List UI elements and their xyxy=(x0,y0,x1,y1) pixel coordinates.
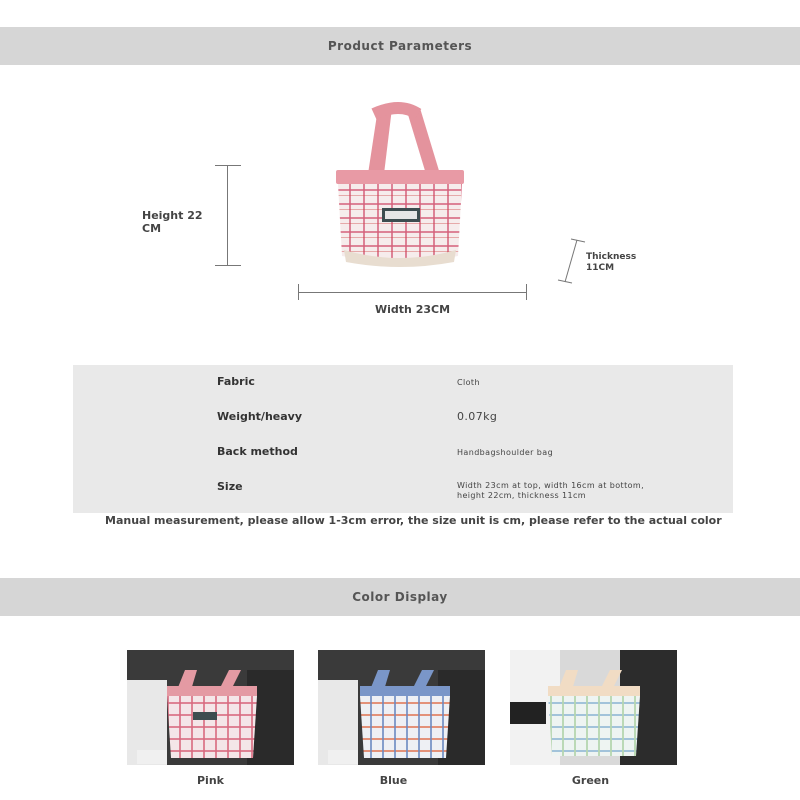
color-label-pink: Pink xyxy=(197,774,224,787)
section-title: Color Display xyxy=(352,590,448,604)
parameter-table xyxy=(73,365,733,513)
param-key: Fabric xyxy=(217,375,255,388)
main-bag-image xyxy=(330,100,470,270)
height-dimension-cap-top xyxy=(215,165,241,166)
width-dimension-line xyxy=(298,292,527,293)
color-photo-green[interactable] xyxy=(510,650,677,765)
width-dimension-cap-left xyxy=(298,284,299,300)
section-title: Product Parameters xyxy=(327,39,473,53)
width-label: Width 23CM xyxy=(375,303,451,316)
color-photo-blue[interactable] xyxy=(318,650,485,765)
param-value: Cloth xyxy=(457,378,480,387)
param-key: Back method xyxy=(217,445,298,458)
param-value: Handbagshoulder bag xyxy=(457,448,554,457)
product-parameters-banner xyxy=(0,27,800,65)
color-label-blue: Blue xyxy=(379,774,408,787)
height-label: Height 22 CM xyxy=(142,209,203,235)
width-dimension-cap-right xyxy=(526,284,527,300)
color-display-banner xyxy=(0,578,800,616)
height-dimension-line xyxy=(227,165,228,265)
thickness-label: Thickness 11CM xyxy=(586,252,637,273)
param-key: Size xyxy=(217,480,243,493)
param-value: Width 23cm at top, width 16cm at bottom, height 22cm, thickness 11cm xyxy=(457,481,645,500)
param-value: 0.07kg xyxy=(457,410,498,423)
param-key: Weight/heavy xyxy=(217,410,303,423)
color-label-green: Green xyxy=(571,774,610,787)
height-dimension-cap-bottom xyxy=(215,265,241,266)
measurement-note: Manual measurement, please allow 1-3cm error, the size unit is cm, please refer to the actual color xyxy=(105,514,722,527)
color-photo-pink[interactable] xyxy=(127,650,294,765)
